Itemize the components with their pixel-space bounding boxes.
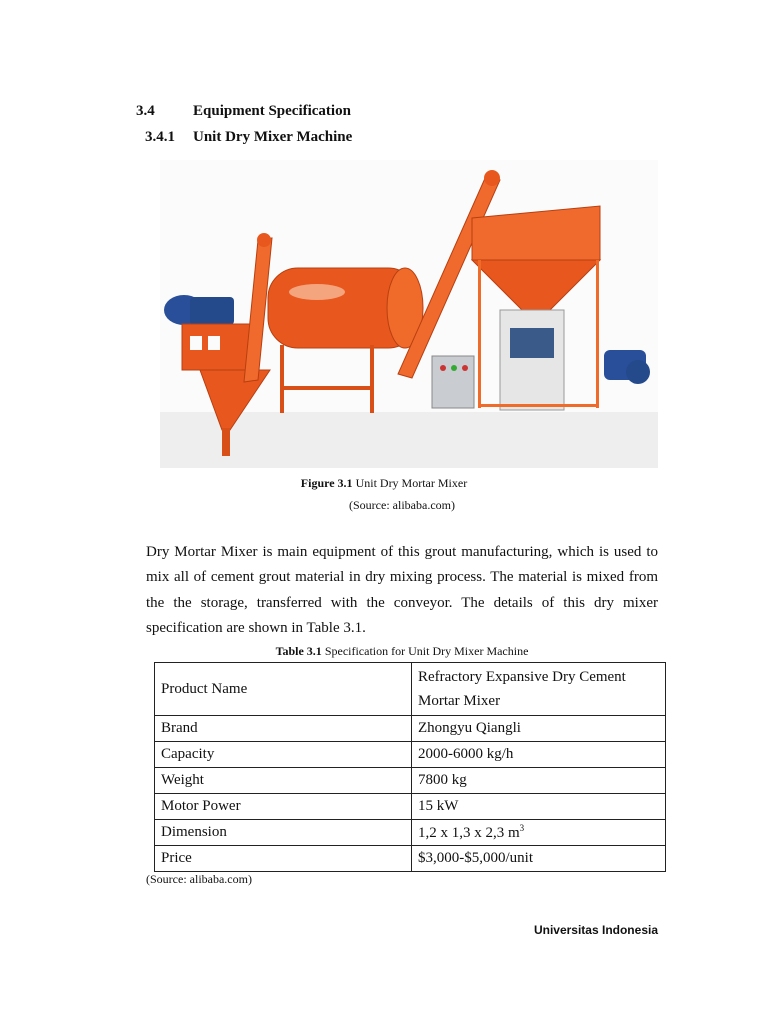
dry-mixer-illustration [160, 160, 658, 468]
table-label: Table 3.1 [275, 644, 322, 658]
row-key: Product Name [155, 663, 412, 716]
row-value: $3,000-$5,000/unit [412, 846, 666, 872]
figure-caption-text: Unit Dry Mortar Mixer [355, 476, 468, 490]
subsection-title: Unit Dry Mixer Machine [193, 129, 353, 145]
dimension-exponent: 3 [519, 823, 525, 833]
table-caption [0, 644, 768, 659]
row-value [412, 820, 666, 846]
page-footer: Universitas Indonesia [533, 923, 658, 937]
section-title: Equipment Specification [193, 103, 351, 119]
section-number: 3.4 [136, 103, 155, 119]
row-value: 2000-6000 kg/h [412, 742, 666, 768]
table-row [155, 768, 666, 794]
table-source: (Source: alibaba.com) [146, 872, 252, 886]
row-key: Dimension [155, 820, 412, 846]
row-value: Zhongyu Qiangli [412, 716, 666, 742]
dimension-value: 1,2 x 1,3 x 2,3 m [418, 825, 520, 841]
table-row [155, 716, 666, 742]
dry-mixer-photo [160, 160, 658, 468]
row-key: Brand [155, 716, 412, 742]
table-row [155, 663, 666, 716]
body-paragraph: Dry Mortar Mixer is main equipment of this grout manufacturing, which is used to mix all of cement grout material in dry mixing process. The material is mixed from the the storage, transferred with the conveyor. The details of this dry mixer specification are shown in Table 3.1. [146, 544, 658, 636]
row-value: 15 kW [412, 794, 666, 820]
row-key: Weight [155, 768, 412, 794]
table-row [155, 742, 666, 768]
row-value: 7800 kg [412, 768, 666, 794]
row-value: Refractory Expansive Dry Cement Mortar Mixer [412, 663, 666, 716]
table-row [155, 820, 666, 846]
spec-table [154, 662, 666, 872]
row-key: Motor Power [155, 794, 412, 820]
figure-source: (Source: alibaba.com) [349, 498, 455, 512]
subsection-number: 3.4.1 [145, 129, 175, 145]
table-row [155, 794, 666, 820]
figure-label: Figure 3.1 [300, 476, 353, 490]
table-caption-text: Specification for Unit Dry Mixer Machine [324, 644, 529, 658]
row-key: Price [155, 846, 412, 872]
row-key: Capacity [155, 742, 412, 768]
table-row [155, 846, 666, 872]
figure-caption [0, 476, 768, 491]
